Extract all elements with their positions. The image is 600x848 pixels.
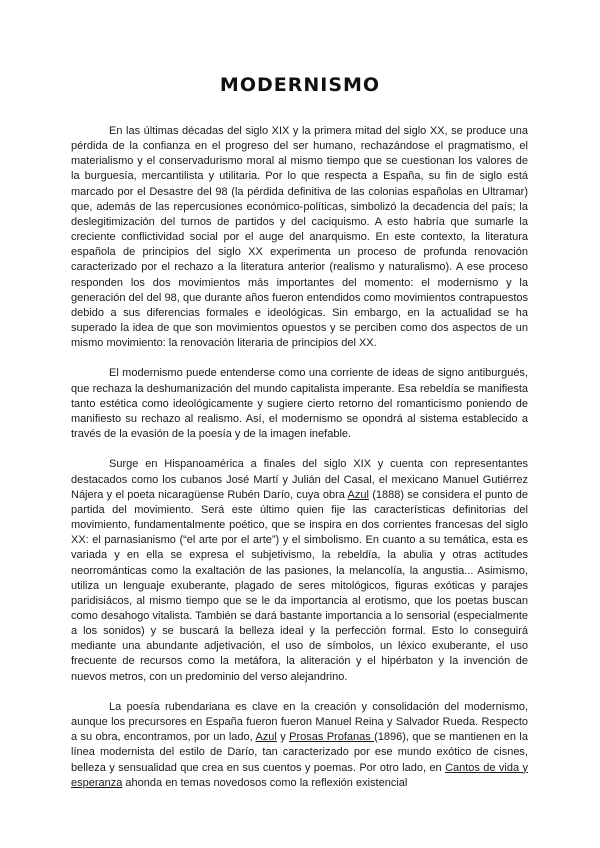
dario-text-d: ahonda en temas novedosos como la reflexión existencial <box>122 776 408 789</box>
origins-text-b: (1888) se considera el punto de partida del movimiento. Será este último quien fije las características definitorias del movimiento, fundamentalmente poético, que se inspira en dos corrientes francesas del siglo XX: el parnasianismo (“el arte por el arte”) y el simbolismo. En cuanto a su temática, esta es variada y en ella se expresa el subjetivismo, la rebeldía, la abulia y otras actitudes neorrománticas como la exaltación de las pasiones, la melancolía, la angustia... Asimismo, utiliza un lenguaje exuberante, plagado de seres mitológicos, figuras exóticas y parajes paridisiácos, al mismo tiempo que se le da importancia al erotismo, que los poetas buscan como desahogo vitalista. También se dará bastante importancia a lo sensorial (especialmente a los sonidos) y se buscará la belleza ideal y la perfección formal. Esto lo conseguirá mediante una abundante adjetivación, el uso de símbolos, un léxico exuberante, el uso frecuente de recursos como la metáfora, la aliteración y el hipérbaton y la invención de nuevos metros, con un predominio del verso alejandrino. <box>71 488 528 683</box>
paragraph-origins <box>71 457 528 684</box>
origins-text-a: Surge en Hispanoamérica a finales del siglo XIX y cuenta con representantes destacados como los cubanos José Martí y Julián del Casal, el mexicano Manuel Gutiérrez Nájera y el poeta nicaragüense Rubén Darío, cuya obra <box>71 458 528 501</box>
paragraph-ruben-dario <box>71 700 528 791</box>
paragraph-context: En las últimas décadas del siglo XIX y la primera mitad del siglo XX, se produce una pérdida de la confianza en el progreso del ser humano, rechazándose el pragmatismo, el materialismo y el conservadurismo moral al mismo tiempo que se cuestionan los valores de la burguesía, mercantilista y utilitaria. Por lo que respecta a España, su fin de siglo está marcado por el Desastre del 98 (la pérdida definitiva de las colonias españolas en Ultramar) que, además de las repercusiones económico-políticas, simbolizó la decadencia del país; la deslegitimización del turnos de partidos y del caciquismo. A esto habría que sumarle la creciente conflictividad social por el auge del anarquismo. En este contexto, la literatura española de principios del siglo XX experimenta un proceso de profunda renovación caracterizado por el rechazo a la literatura anterior (realismo y naturalismo). A ese proceso responden los dos movimientos más importantes del momento: el modernismo y la generación del del 98, que durante años fueron entendidos como movimientos contrapuestos debido a sus diferencias formales e ideológicas. Sin embargo, en la actualidad se ha superado la idea de que son movimientos opuestos y se perciben como dos aspectos de un mismo movimiento: la renovación literaria de principios del XX. <box>71 125 528 350</box>
dario-text-b: y <box>276 731 290 744</box>
prosas-profanas-title: Prosas Profanas <box>289 731 375 744</box>
cantos-title: Cantos de vida y esperanza <box>71 761 529 789</box>
dario-text-c: (1896), que se mantienen en la línea modernista del estilo de Darío, tan caracterizado por ese mundo exótico de cisnes, belleza y sensualidad que crea en sus cuentos y poemas. Por otro lado, en <box>71 731 528 774</box>
dario-text-a: La poesía rubendariana es clave en la creación y consolidación del modernismo, aunque los precursores en España fueron fueron Manuel Reina y Salvador Rueda. Respecto a su obra, encontramos, por un lado, <box>71 700 528 744</box>
page-title: MODERNISMO <box>219 74 381 96</box>
azul-title-link-2: Azul <box>255 731 277 744</box>
paragraph-definition: El modernismo puede entenderse como una corriente de ideas de signo antiburgués, que rechaza la deshumanización del mundo capitalista imperante. Esa rebeldía se manifiesta tanto estética como ideológicamente y sugiere cierto retorno del romanticismo poniendo de manifiesto su rechazo al realismo. Así, el modernismo se opondrá al sistema establecido a través de la evasión de la poesía y de la imagen inefable. <box>71 367 528 441</box>
azul-title-link: Azul <box>347 488 369 501</box>
document-body <box>71 124 528 806</box>
